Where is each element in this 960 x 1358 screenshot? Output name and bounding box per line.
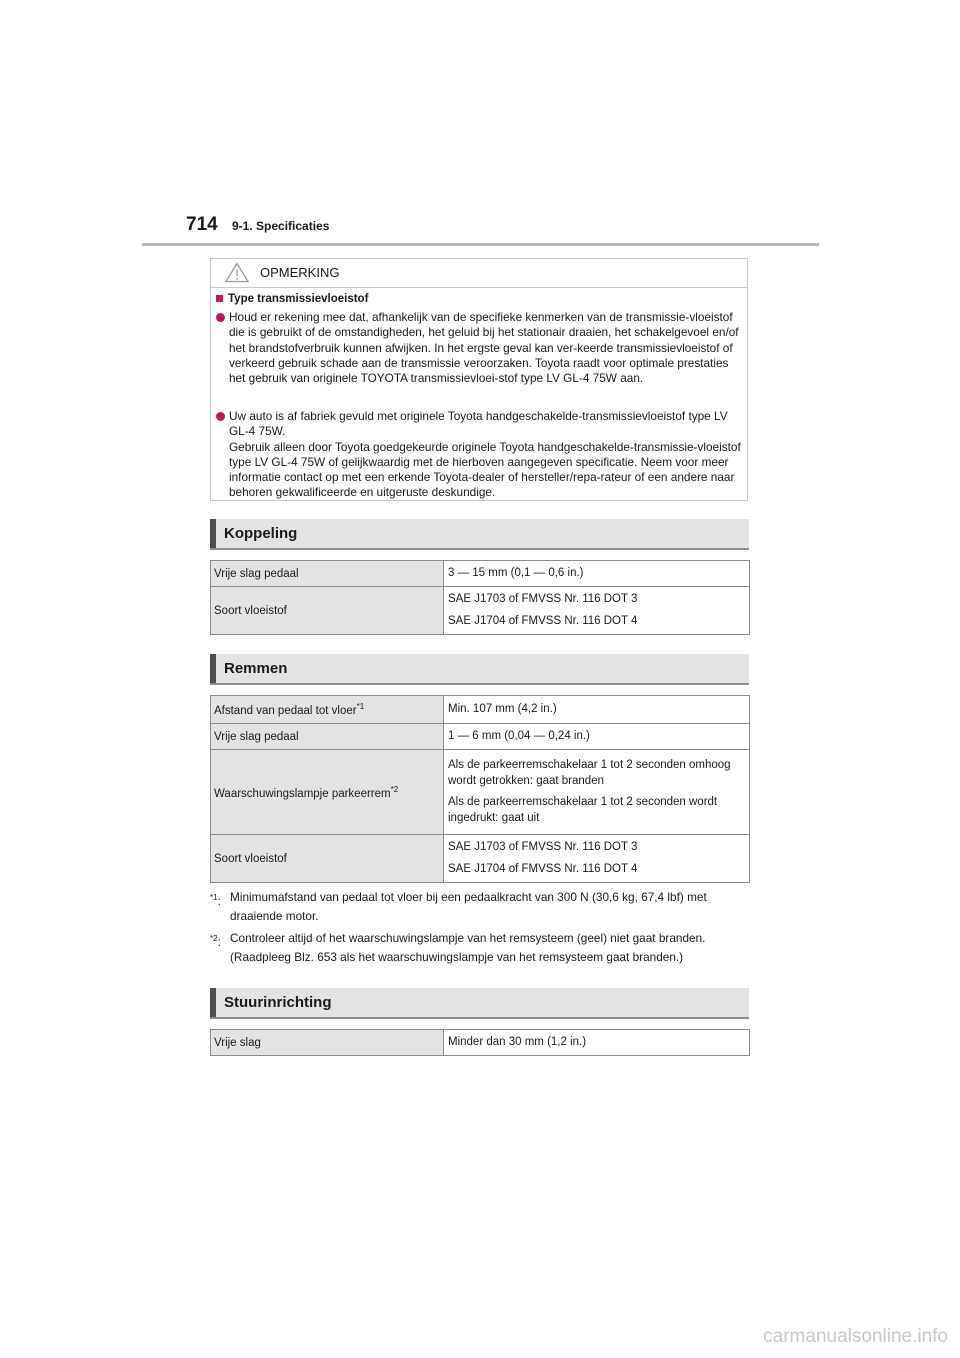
- footnote: [210, 888, 755, 926]
- spec-key: Soort vloeistof: [211, 835, 444, 883]
- value-line: Als de parkeerremschakelaar 1 tot 2 seconden wordt ingedrukt: gaat uit: [448, 796, 718, 824]
- spec-value: [444, 587, 750, 635]
- notice-subheading-text: Type transmissievloeistof: [228, 293, 369, 305]
- table-row: [211, 835, 750, 883]
- notice-item: [216, 409, 744, 501]
- notice-header: [211, 259, 747, 288]
- section-title: 9-1. Specificaties: [232, 219, 330, 233]
- value-line: SAE J1703 of FMVSS Nr. 116 DOT 3: [448, 593, 638, 605]
- remmen-table: [210, 695, 750, 883]
- notice-paragraph: Gebruik alleen door Toyota goedgekeurde originele Toyota handgeschakelde-transmissie-vloeistof type LV GL-4 75W of gelijkwaardig met de hierboven aangegeven specificatie. Neem voor meer informatie contact op met een erkende Toyota-dealer of hersteller/repa-rateur of een andere naar behoren gekwalificeerde en uitgeruste deskundige.: [229, 439, 741, 500]
- spec-value: [444, 561, 750, 587]
- spec-key: [211, 696, 444, 724]
- table-row: [211, 750, 750, 835]
- spec-key: Soort vloeistof: [211, 587, 444, 635]
- section-heading: Stuurinrichting: [224, 994, 332, 1011]
- footnote-text: Minimumafstand van pedaal tot vloer bij een pedaalkracht van 300 N (30,6 kg, 67,4 lbf) met draaiende motor.: [230, 890, 707, 923]
- spec-key-text: Waarschuwingslampje parkeerrem: [214, 787, 391, 800]
- section-band-stuurinrichting: [210, 988, 749, 1019]
- table-row: [211, 587, 750, 635]
- table-row: [211, 724, 750, 750]
- band-marker: [210, 988, 216, 1017]
- footnote-ref: *1: [356, 702, 365, 712]
- spec-value: [444, 835, 750, 883]
- notice-title: OPMERKING: [260, 265, 340, 280]
- notice-box: [210, 258, 748, 501]
- notice-item: [216, 310, 744, 386]
- section-heading: Koppeling: [224, 525, 298, 542]
- value-line: SAE J1704 of FMVSS Nr. 116 DOT 4: [448, 614, 638, 627]
- section-heading: Remmen: [224, 660, 288, 677]
- value-line: SAE J1704 of FMVSS Nr. 116 DOT 4: [448, 862, 638, 875]
- watermark-text: carmanualsonline.info: [763, 1326, 948, 1347]
- watermark-bar: [0, 1322, 960, 1358]
- bullet-dot-icon: [216, 412, 225, 421]
- bullet-dot-icon: [216, 313, 225, 322]
- footnote-mark: $^{*2}$:: [210, 934, 221, 949]
- spec-value: [444, 696, 750, 724]
- table-row: [211, 561, 750, 587]
- spec-key: Vrije slag pedaal: [211, 724, 444, 750]
- spec-key: [211, 750, 444, 835]
- band-marker: [210, 519, 216, 548]
- table-row: [211, 696, 750, 724]
- footnote: [210, 929, 755, 967]
- notice-paragraph: Uw auto is af fabriek gevuld met originele Toyota handgeschakelde-transmissievloeistof type LV GL-4 75W.: [229, 409, 728, 439]
- value-line: Minder dan 30 mm (1,2 in.): [448, 1035, 587, 1048]
- koppeling-table: [210, 560, 750, 635]
- page-number: 714: [186, 214, 218, 235]
- notice-paragraph: Houd er rekening mee dat, afhankelijk van de specifieke kenmerken van de transmissie-vloeistof die is gebruikt of de omstandigheden, het geluid bij het stationair draaien, het schakelgevoel en/of het brandstofverbruik kunnen afwijken. In het ergste geval kan ver-keerde transmissievloeistof of verkeerd gebruik schade aan de transmissie veroorzaken. Toyota raadt voor optimale prestaties het gebruik van originele TOYOTA transmissievloei-stof type LV GL-4 75W aan.: [229, 310, 739, 386]
- table-row: [211, 1030, 750, 1056]
- square-bullet-icon: [216, 295, 223, 302]
- spec-key-text: Afstand van pedaal tot vloer: [214, 704, 357, 717]
- section-band-remmen: [210, 654, 749, 685]
- value-line: Min. 107 mm (4,2 in.): [448, 702, 557, 715]
- warning-triangle-icon: [225, 262, 249, 283]
- footnote-ref: *2: [390, 784, 399, 794]
- value-line: 3 — 15 mm (0,1 — 0,6 in.): [448, 566, 584, 579]
- value-line: SAE J1703 of FMVSS Nr. 116 DOT 3: [448, 841, 638, 853]
- footnote-mark: $^{*1}$:: [210, 893, 221, 908]
- spec-value: [444, 1030, 750, 1056]
- section-band-koppeling: [210, 519, 749, 550]
- notice-subheading: [216, 293, 368, 305]
- value-line: 1 — 6 mm (0,04 — 0,24 in.): [448, 729, 590, 742]
- header-rule: [142, 243, 819, 246]
- spec-value: [444, 724, 750, 750]
- spec-key: Vrije slag: [211, 1030, 444, 1056]
- stuurinrichting-table: [210, 1029, 750, 1056]
- footnote-text: Controleer altijd of het waarschuwingslampje van het remsysteem (geel) niet gaat branden. (Raadpleeg Blz. 653 als het waarschuwingslampje van het remsysteem gaat branden.): [230, 931, 706, 964]
- spec-key: Vrije slag pedaal: [211, 561, 444, 587]
- spec-value: [444, 750, 750, 835]
- value-line: Als de parkeerremschakelaar 1 tot 2 seconden omhoog wordt getrokken: gaat branden: [448, 759, 731, 787]
- band-marker: [210, 654, 216, 683]
